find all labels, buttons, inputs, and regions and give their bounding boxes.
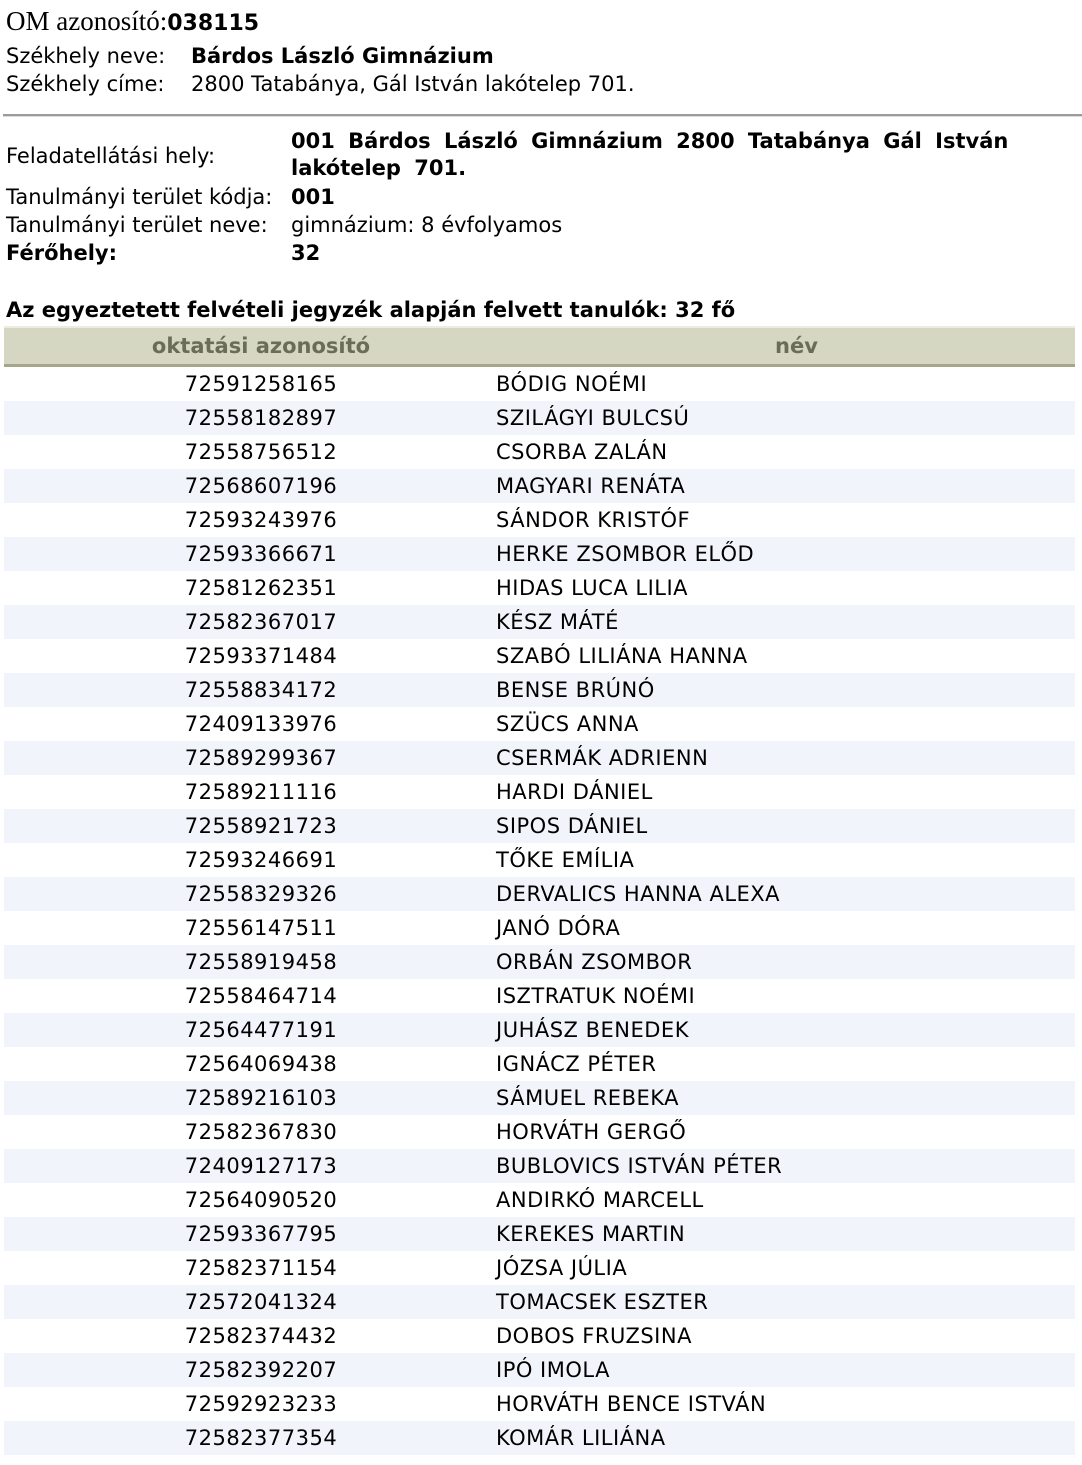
student-name-cell: ANDIRKÓ MARCELL (496, 1188, 704, 1212)
student-id-cell: 72582392207 (4, 1353, 518, 1387)
area-code-row (6, 183, 335, 211)
student-id-cell: 72558329326 (4, 877, 518, 911)
student-id-cell: 72582371154 (184, 1256, 338, 1280)
student-id-cell: 72564069438 (184, 1052, 338, 1076)
table-row (4, 1217, 1075, 1251)
column-header-id: oktatási azonosító (4, 327, 518, 366)
student-name-cell: TŐKE EMÍLIA (496, 848, 635, 872)
student-name-cell: BUBLOVICS ISTVÁN PÉTER (518, 1149, 1075, 1183)
student-name-cell: BENSE BRÚNÓ (518, 673, 1075, 707)
table-row (4, 537, 1075, 571)
seat-name-label: Székhely neve: (6, 44, 166, 68)
column-header-name: név (518, 327, 1075, 366)
student-name-cell: HORVÁTH GERGŐ (496, 1120, 687, 1144)
student-name-cell: BÓDIG NOÉMI (496, 372, 648, 396)
om-identifier (6, 6, 259, 38)
student-id-cell: 72582367830 (184, 1120, 338, 1144)
student-id-cell: 72581262351 (184, 576, 338, 600)
student-id-cell: 72591258165 (184, 372, 338, 396)
table-row (4, 571, 1075, 605)
students-table (4, 326, 1075, 1455)
student-name-cell: KÉSZ MÁTÉ (518, 605, 1075, 639)
table-row (4, 401, 1075, 435)
student-id-cell: 72564090520 (184, 1188, 338, 1212)
table-row (4, 1115, 1075, 1149)
student-name-cell: ORBÁN ZSOMBOR (518, 945, 1075, 979)
table-row (4, 1387, 1075, 1421)
table-row (4, 1319, 1075, 1353)
student-name-cell: SÁNDOR KRISTÓF (496, 508, 691, 532)
student-id-cell: 72558182897 (4, 401, 518, 435)
table-row (4, 366, 1075, 402)
table-row (4, 843, 1075, 877)
table-row (4, 911, 1075, 945)
area-code-value: 001 (291, 185, 335, 209)
table-row (4, 469, 1075, 503)
student-name-cell: HIDAS LUCA LILIA (496, 576, 689, 600)
student-id-cell: 72589216103 (4, 1081, 518, 1115)
student-name-cell: KOMÁR LILIÁNA (518, 1421, 1075, 1455)
student-name-cell: SÁMUEL REBEKA (518, 1081, 1075, 1115)
student-name-cell: DOBOS FRUZSINA (496, 1324, 692, 1348)
student-id-cell: 72593371484 (184, 644, 338, 668)
area-code-label: Tanulmányi terület kódja: (6, 185, 273, 209)
table-row (4, 877, 1075, 911)
student-id-cell: 72556147511 (184, 916, 338, 940)
table-body (4, 366, 1075, 1456)
student-id-cell: 72409133976 (184, 712, 338, 736)
student-id-cell: 72564477191 (4, 1013, 518, 1047)
student-name-cell: TOMACSEK ESZTER (518, 1285, 1075, 1319)
student-name-cell: IPÓ IMOLA (518, 1353, 1075, 1387)
table-row (4, 1421, 1075, 1455)
site-value: 001 Bárdos László Gimnázium 2800 Tatabánya Gál István lakótelep 701. (291, 129, 1009, 180)
header-separator (3, 114, 1082, 117)
table-header-row (4, 327, 1075, 366)
table-row (4, 1183, 1075, 1217)
student-id-cell: 72592923233 (184, 1392, 338, 1416)
om-value: 038115 (167, 11, 260, 36)
table-row (4, 775, 1075, 809)
student-name-cell: IGNÁCZ PÉTER (496, 1052, 657, 1076)
student-id-cell: 72593243976 (184, 508, 338, 532)
table-row (4, 605, 1075, 639)
student-id-cell: 72572041324 (4, 1285, 518, 1319)
student-id-cell: 72593367795 (4, 1217, 518, 1251)
table-row (4, 1013, 1075, 1047)
student-id-cell: 72558464714 (184, 984, 338, 1008)
table-row (4, 707, 1075, 741)
student-id-cell: 72558834172 (4, 673, 518, 707)
table-row (4, 809, 1075, 843)
table-row (4, 673, 1075, 707)
table-row (4, 741, 1075, 775)
table-row (4, 945, 1075, 979)
student-id-cell: 72593246691 (184, 848, 338, 872)
student-id-cell: 72593366671 (4, 537, 518, 571)
accepted-students-title: Az egyeztetett felvételi jegyzék alapján felvett tanulók: 32 fő (6, 298, 736, 322)
student-name-cell: CSORBA ZALÁN (496, 440, 668, 464)
area-name-label: Tanulmányi terület neve: (6, 213, 268, 237)
student-name-cell: JUHÁSZ BENEDEK (518, 1013, 1075, 1047)
table-row (4, 503, 1075, 537)
om-label: OM azonosító: (6, 6, 168, 36)
table-row (4, 1149, 1075, 1183)
student-name-cell: DERVALICS HANNA ALEXA (518, 877, 1075, 911)
capacity-value: 32 (291, 241, 321, 265)
student-name-cell: HORVÁTH BENCE ISTVÁN (496, 1392, 767, 1416)
student-id-cell: 72568607196 (4, 469, 518, 503)
student-id-cell: 72582377354 (4, 1421, 518, 1455)
student-name-cell: SIPOS DÁNIEL (518, 809, 1075, 843)
table-row (4, 1353, 1075, 1387)
student-name-cell: JANÓ DÓRA (496, 916, 621, 940)
table-row (4, 639, 1075, 673)
capacity-label: Férőhely: (6, 241, 117, 265)
student-name-cell: HERKE ZSOMBOR ELŐD (518, 537, 1075, 571)
table-row (4, 979, 1075, 1013)
student-name-cell: MAGYARI RENÁTA (518, 469, 1075, 503)
student-name-cell: SZABÓ LILIÁNA HANNA (496, 644, 748, 668)
capacity-row (6, 239, 321, 267)
area-name-row (6, 211, 563, 239)
student-id-cell: 72558756512 (184, 440, 338, 464)
table-row (4, 1081, 1075, 1115)
seat-address-label: Székhely címe: (6, 72, 165, 96)
student-name-cell: ISZTRATUK NOÉMI (496, 984, 696, 1008)
table-row (4, 1285, 1075, 1319)
student-id-cell: 72582374432 (184, 1324, 338, 1348)
seat-name-value: Bárdos László Gimnázium (191, 44, 494, 68)
student-id-cell: 72589299367 (4, 741, 518, 775)
student-id-cell: 72589211116 (184, 780, 338, 804)
seat-address-value: 2800 Tatabánya, Gál István lakótelep 701. (191, 72, 635, 96)
student-id-cell: 72558919458 (4, 945, 518, 979)
table-row (4, 1047, 1075, 1081)
student-id-cell: 72409127173 (4, 1149, 518, 1183)
area-name-value: gimnázium: 8 évfolyamos (291, 213, 563, 237)
seat-name-row (6, 42, 494, 70)
table-row (4, 435, 1075, 469)
site-label: Feladatellátási hely: (6, 144, 216, 168)
table-row (4, 1251, 1075, 1285)
student-name-cell: JÓZSA JÚLIA (496, 1256, 628, 1280)
student-name-cell: CSERMÁK ADRIENN (518, 741, 1075, 775)
student-name-cell: KEREKES MARTIN (518, 1217, 1075, 1251)
student-id-cell: 72558921723 (4, 809, 518, 843)
student-id-cell: 72582367017 (4, 605, 518, 639)
student-name-cell: SZÜCS ANNA (496, 712, 639, 736)
student-name-cell: HARDI DÁNIEL (496, 780, 653, 804)
student-name-cell: SZILÁGYI BULCSÚ (518, 401, 1075, 435)
seat-address-row (6, 70, 635, 98)
